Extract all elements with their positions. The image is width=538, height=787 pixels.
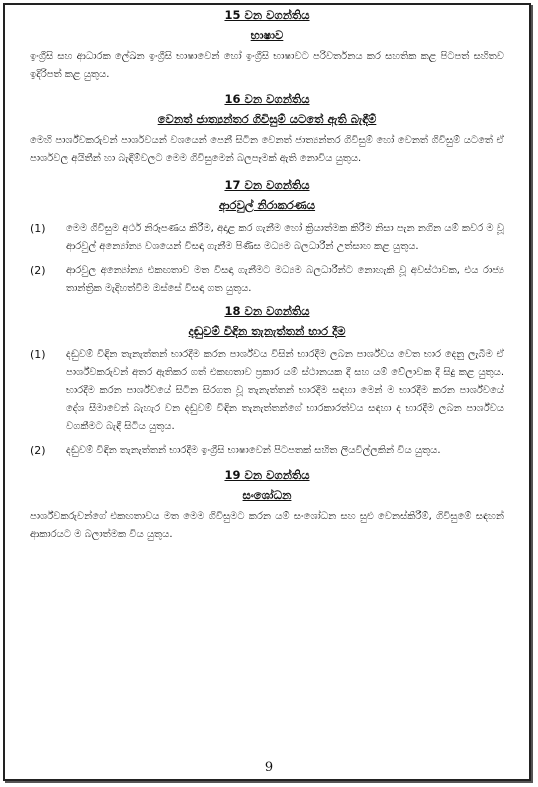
- article-18-clause-1: [30, 346, 504, 436]
- article-19-heading: සංශෝධන: [242, 488, 292, 502]
- article-16-heading: වෙනත් ජාත්‍යන්තර ගිවිසුම් යටතේ ඇති බැඳීම්: [157, 112, 377, 126]
- article-18-heading: දඬුවම් විඳින තැනැත්තන් භාර දීම: [188, 324, 346, 338]
- article-18: [30, 302, 504, 460]
- article-16-title: 16 වන වගන්තිය: [224, 92, 310, 106]
- clause-text: දඬුවම් විඳින තැනැත්තන් භාරදීම කරන පාර්ශ්වය විසින් භාරදීම ලබන පාර්ශ්වය වෙත භාර දෙනු ලැබීම ඒ පාර්ශ්වකරුවන් අතර ඇතිකර ගත් එකඟතාව ප්‍රකාර යම් ස්ථානයක දී සහ යම් වේලාවක දී සිදු කළ යුතුය. භාරදීම කරන පාර්ශ්වයේ සිටින සිරගත වූ තැනැත්තන් භාරදීම සඳහා මෙන් ම භාරදීම කරන පාර්ශ්වයේ දේශ සීමාවෙන් බැහැර වන දඬුවම් විඳින තැනැත්තන්ගේ භාරකාරත්වය සඳහා ද භාරදීම ලබන පාර්ශ්වය වගකීමට බැඳී සිටිය යුතුය.: [66, 349, 504, 432]
- article-16: [30, 90, 504, 168]
- article-15-heading: භාෂාව: [250, 28, 284, 42]
- article-17-heading: ආරවුල් නිරාකරණය: [218, 198, 316, 212]
- document-body: [30, 6, 504, 544]
- article-18-title: 18 වන වගන්තිය: [224, 304, 310, 318]
- article-17-clause-2: [30, 262, 504, 298]
- article-18-clause-2: [30, 442, 504, 460]
- page-number: 9: [264, 760, 274, 775]
- article-19: [30, 466, 504, 544]
- article-17-clause-1: [30, 220, 504, 256]
- article-19-paragraph: පාර්ශ්වකරුවන්ගේ එකඟතාවය මත මෙම ගිවිසුමට කරන යම් සංශෝධන සහ සුළු වෙනස්කිරීම්, ගිවිසුමේ සඳහන් ආකාරයට ම බලාත්මක විය යුතුය.: [30, 511, 504, 540]
- clause-text: මෙම ගිවිසුම අර්ථ නිරූපණය කිරීම, අදාළ කර ගැනීම හෝ ක්‍රියාත්මක කිරීම නිසා පැන නගින යම් කවර ම වූ ආරවුල් අන්‍යෝන්‍ය වශයෙන් විසඳා ගැනීම පිණිස මධ්‍යම බලධාරීන් උත්සාහ කළ යුතුය.: [66, 223, 504, 252]
- clause-text: දඬුවම් විඳින තැනැත්තන් භාරදීම ඉංග්‍රීසි භාෂාවෙන් පිටපතක් සහිත ලියවිල්ලකින් විය යුතුය.: [66, 445, 441, 456]
- article-15: [30, 6, 504, 84]
- article-19-title: 19 වන වගන්තිය: [224, 468, 310, 482]
- clause-number: (2): [30, 264, 46, 277]
- article-17-title: 17 වන වගන්තිය: [224, 178, 310, 192]
- clause-number: (1): [30, 222, 46, 235]
- article-15-paragraph: ඉංග්‍රීසි සහ ආධාරක ලේඛන ඉංග්‍රීසි භාෂාවෙන් හෝ ඉංග්‍රීසි භාෂාවට පරිවර්තනය කර සහතික කළ පිටපත් සහිතව ඉදිරිපත් කළ යුතුය.: [30, 51, 504, 80]
- article-17: [30, 176, 504, 298]
- article-15-title: 15 වන වගන්තිය: [224, 8, 310, 22]
- article-16-paragraph: මෙහි පාර්ශ්වකරුවන් පාර්ශවයන් වශයෙන් පෙනී සිටින වෙනත් ජාත්‍යන්තර ගිවිසුම් හෝ වෙනත් ගිවිසුම් යටතේ ඒ පාර්ශවල අයිතීන් හා බැඳීම්වලට මෙම ගිවිසුමෙන් බලපෑමක් ඇති නොවිය යුතුය.: [30, 135, 504, 164]
- clause-text: ආරවුල අන්‍යෝන්‍ය එකඟතාව මත විසඳා ගැනීමට මධ්‍යම බලධාරීන්ට නොහැකි වූ අවස්ථාවක, එය රාජ්‍ය තාන්ත්‍රික මැදිහත්වීම ඔස්සේ විසඳා ගත යුතුය.: [66, 265, 504, 294]
- clause-number: (1): [30, 348, 46, 361]
- clause-number: (2): [30, 444, 46, 457]
